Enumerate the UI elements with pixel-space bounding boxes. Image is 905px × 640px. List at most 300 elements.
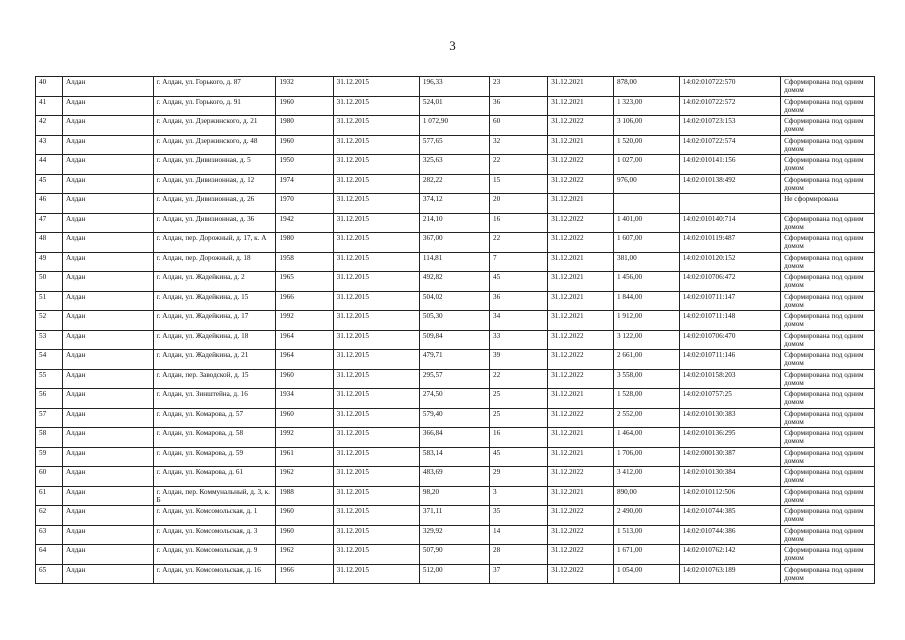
row-number-cell: 42 bbox=[36, 116, 63, 136]
build-year-cell: 1960 bbox=[276, 135, 333, 155]
build-year-cell: 1958 bbox=[276, 252, 333, 272]
area-cell: 579,40 bbox=[419, 408, 489, 428]
deadline-date-cell: 31.12.2021 bbox=[548, 428, 614, 448]
inclusion-date-cell: 31.12.2015 bbox=[333, 135, 419, 155]
settlement-cell: Алдан bbox=[62, 233, 153, 253]
build-year-cell: 1942 bbox=[276, 213, 333, 233]
residents-cell: 45 bbox=[489, 447, 547, 467]
table-row bbox=[36, 525, 875, 545]
deadline-date-cell: 31.12.2022 bbox=[548, 213, 614, 233]
settlement-cell: Алдан bbox=[62, 389, 153, 409]
land-status-cell: Сформирована под одним домом bbox=[781, 272, 875, 292]
cadastral-number-cell: 14:02:010130:384 bbox=[679, 467, 780, 487]
inclusion-date-cell: 31.12.2015 bbox=[333, 525, 419, 545]
build-year-cell: 1974 bbox=[276, 174, 333, 194]
settlement-cell: Алдан bbox=[62, 155, 153, 175]
cadastral-number-cell: 14:02:010757:25 bbox=[679, 389, 780, 409]
address-cell: г. Алдан, ул. Дивизионная, д. 12 bbox=[153, 174, 276, 194]
deadline-date-cell: 31.12.2021 bbox=[548, 252, 614, 272]
table-row bbox=[36, 311, 875, 331]
address-cell: г. Алдан, пер. Дорожный, д. 17, к. А bbox=[153, 233, 276, 253]
deadline-date-cell: 31.12.2022 bbox=[548, 525, 614, 545]
deadline-date-cell: 31.12.2021 bbox=[548, 486, 614, 506]
land-area-cell: 1 401,00 bbox=[613, 213, 679, 233]
settlement-cell: Алдан bbox=[62, 252, 153, 272]
land-area-cell: 2 490,00 bbox=[613, 506, 679, 526]
residents-cell: 23 bbox=[489, 77, 547, 97]
settlement-cell: Алдан bbox=[62, 135, 153, 155]
area-cell: 524,01 bbox=[419, 96, 489, 116]
deadline-date-cell: 31.12.2021 bbox=[548, 311, 614, 331]
deadline-date-cell: 31.12.2021 bbox=[548, 77, 614, 97]
build-year-cell: 1992 bbox=[276, 428, 333, 448]
row-number-cell: 60 bbox=[36, 467, 63, 487]
row-number-cell: 64 bbox=[36, 545, 63, 565]
address-cell: г. Алдан, ул. Жадейкина, д. 17 bbox=[153, 311, 276, 331]
area-cell: 371,11 bbox=[419, 506, 489, 526]
build-year-cell: 1961 bbox=[276, 447, 333, 467]
deadline-date-cell: 31.12.2021 bbox=[548, 389, 614, 409]
land-area-cell: 1 323,00 bbox=[613, 96, 679, 116]
row-number-cell: 51 bbox=[36, 291, 63, 311]
table-row bbox=[36, 174, 875, 194]
address-cell: г. Алдан, ул. Дзержинского, д. 21 bbox=[153, 116, 276, 136]
deadline-date-cell: 31.12.2022 bbox=[548, 116, 614, 136]
table-row bbox=[36, 467, 875, 487]
deadline-date-cell: 31.12.2022 bbox=[548, 174, 614, 194]
address-cell: г. Алдан, ул. Дзержинского, д. 48 bbox=[153, 135, 276, 155]
settlement-cell: Алдан bbox=[62, 467, 153, 487]
cadastral-number-cell: 14:02:010140:714 bbox=[679, 213, 780, 233]
land-status-cell: Сформирована под одним домом bbox=[781, 350, 875, 370]
table-row bbox=[36, 447, 875, 467]
row-number-cell: 54 bbox=[36, 350, 63, 370]
row-number-cell: 40 bbox=[36, 77, 63, 97]
deadline-date-cell: 31.12.2022 bbox=[548, 564, 614, 584]
residents-cell: 22 bbox=[489, 369, 547, 389]
row-number-cell: 49 bbox=[36, 252, 63, 272]
inclusion-date-cell: 31.12.2015 bbox=[333, 408, 419, 428]
area-cell: 512,00 bbox=[419, 564, 489, 584]
inclusion-date-cell: 31.12.2015 bbox=[333, 389, 419, 409]
row-number-cell: 44 bbox=[36, 155, 63, 175]
build-year-cell: 1964 bbox=[276, 330, 333, 350]
table-row bbox=[36, 486, 875, 506]
land-area-cell: 1 912,00 bbox=[613, 311, 679, 331]
row-number-cell: 57 bbox=[36, 408, 63, 428]
land-area-cell: 381,00 bbox=[613, 252, 679, 272]
residents-cell: 29 bbox=[489, 467, 547, 487]
settlement-cell: Алдан bbox=[62, 96, 153, 116]
land-status-cell: Сформирована под одним домом bbox=[781, 116, 875, 136]
area-cell: 325,63 bbox=[419, 155, 489, 175]
settlement-cell: Алдан bbox=[62, 213, 153, 233]
build-year-cell: 1934 bbox=[276, 389, 333, 409]
land-area-cell: 3 106,00 bbox=[613, 116, 679, 136]
cadastral-number-cell: 14:02:010744:386 bbox=[679, 525, 780, 545]
table-row bbox=[36, 545, 875, 565]
land-status-cell: Сформирована под одним домом bbox=[781, 233, 875, 253]
row-number-cell: 61 bbox=[36, 486, 63, 506]
build-year-cell: 1962 bbox=[276, 545, 333, 565]
residents-cell: 39 bbox=[489, 350, 547, 370]
land-area-cell: 1 671,00 bbox=[613, 545, 679, 565]
land-status-cell: Сформирована под одним домом bbox=[781, 506, 875, 526]
cadastral-number-cell bbox=[679, 194, 780, 214]
row-number-cell: 46 bbox=[36, 194, 63, 214]
deadline-date-cell: 31.12.2021 bbox=[548, 447, 614, 467]
residents-cell: 15 bbox=[489, 174, 547, 194]
address-cell: г. Алдан, ул. Комсомольская, д. 9 bbox=[153, 545, 276, 565]
area-cell: 329,92 bbox=[419, 525, 489, 545]
residents-cell: 45 bbox=[489, 272, 547, 292]
area-cell: 295,57 bbox=[419, 369, 489, 389]
inclusion-date-cell: 31.12.2015 bbox=[333, 194, 419, 214]
land-status-cell: Сформирована под одним домом bbox=[781, 564, 875, 584]
address-cell: г. Алдан, ул. Комарова, д. 59 bbox=[153, 447, 276, 467]
settlement-cell: Алдан bbox=[62, 506, 153, 526]
land-area-cell: 1 706,00 bbox=[613, 447, 679, 467]
land-status-cell: Сформирована под одним домом bbox=[781, 486, 875, 506]
residents-cell: 16 bbox=[489, 428, 547, 448]
cadastral-number-cell: 14:02:010130:383 bbox=[679, 408, 780, 428]
row-number-cell: 47 bbox=[36, 213, 63, 233]
land-status-cell: Сформирована под одним домом bbox=[781, 428, 875, 448]
table-row bbox=[36, 506, 875, 526]
land-status-cell: Сформирована под одним домом bbox=[781, 330, 875, 350]
deadline-date-cell: 31.12.2022 bbox=[548, 545, 614, 565]
inclusion-date-cell: 31.12.2015 bbox=[333, 272, 419, 292]
land-status-cell: Сформирована под одним домом bbox=[781, 545, 875, 565]
inclusion-date-cell: 31.12.2015 bbox=[333, 545, 419, 565]
residents-cell: 60 bbox=[489, 116, 547, 136]
address-cell: г. Алдан, ул. Комарова, д. 57 bbox=[153, 408, 276, 428]
land-area-cell: 3 412,00 bbox=[613, 467, 679, 487]
land-area-cell: 878,00 bbox=[613, 77, 679, 97]
land-status-cell: Сформирована под одним домом bbox=[781, 311, 875, 331]
area-cell: 505,30 bbox=[419, 311, 489, 331]
land-area-cell bbox=[613, 194, 679, 214]
row-number-cell: 53 bbox=[36, 330, 63, 350]
cadastral-number-cell: 14:02:010158:203 bbox=[679, 369, 780, 389]
inclusion-date-cell: 31.12.2015 bbox=[333, 447, 419, 467]
table-row bbox=[36, 408, 875, 428]
table-row bbox=[36, 330, 875, 350]
residents-cell: 36 bbox=[489, 291, 547, 311]
settlement-cell: Алдан bbox=[62, 194, 153, 214]
inclusion-date-cell: 31.12.2015 bbox=[333, 77, 419, 97]
cadastral-number-cell: 14:02:010762:142 bbox=[679, 545, 780, 565]
table-row bbox=[36, 389, 875, 409]
land-status-cell: Сформирована под одним домом bbox=[781, 135, 875, 155]
housing-registry-table bbox=[35, 76, 875, 584]
build-year-cell: 1970 bbox=[276, 194, 333, 214]
settlement-cell: Алдан bbox=[62, 272, 153, 292]
deadline-date-cell: 31.12.2022 bbox=[548, 369, 614, 389]
inclusion-date-cell: 31.12.2015 bbox=[333, 291, 419, 311]
area-cell: 492,82 bbox=[419, 272, 489, 292]
build-year-cell: 1966 bbox=[276, 291, 333, 311]
residents-cell: 35 bbox=[489, 506, 547, 526]
land-status-cell: Сформирована под одним домом bbox=[781, 467, 875, 487]
deadline-date-cell: 31.12.2022 bbox=[548, 350, 614, 370]
build-year-cell: 1965 bbox=[276, 272, 333, 292]
settlement-cell: Алдан bbox=[62, 525, 153, 545]
land-status-cell: Сформирована под одним домом bbox=[781, 96, 875, 116]
cadastral-number-cell: 14:02:010744:385 bbox=[679, 506, 780, 526]
cadastral-number-cell: 14:02:010136:295 bbox=[679, 428, 780, 448]
residents-cell: 28 bbox=[489, 545, 547, 565]
cadastral-number-cell: 14:02:010711:146 bbox=[679, 350, 780, 370]
residents-cell: 3 bbox=[489, 486, 547, 506]
cadastral-number-cell: 14:02:000130:387 bbox=[679, 447, 780, 467]
address-cell: г. Алдан, ул. Комсомольская, д. 1 bbox=[153, 506, 276, 526]
deadline-date-cell: 31.12.2022 bbox=[548, 408, 614, 428]
area-cell: 577,65 bbox=[419, 135, 489, 155]
cadastral-number-cell: 14:02:010722:570 bbox=[679, 77, 780, 97]
table-row bbox=[36, 116, 875, 136]
area-cell: 507,90 bbox=[419, 545, 489, 565]
residents-cell: 7 bbox=[489, 252, 547, 272]
settlement-cell: Алдан bbox=[62, 564, 153, 584]
row-number-cell: 48 bbox=[36, 233, 63, 253]
land-status-cell: Сформирована под одним домом bbox=[781, 155, 875, 175]
land-status-cell: Сформирована под одним домом bbox=[781, 408, 875, 428]
residents-cell: 14 bbox=[489, 525, 547, 545]
row-number-cell: 63 bbox=[36, 525, 63, 545]
address-cell: г. Алдан, ул. Жадейкина, д. 15 bbox=[153, 291, 276, 311]
land-status-cell: Сформирована под одним домом bbox=[781, 389, 875, 409]
address-cell: г. Алдан, ул. Дивизионная, д. 26 bbox=[153, 194, 276, 214]
deadline-date-cell: 31.12.2022 bbox=[548, 233, 614, 253]
address-cell: г. Алдан, ул. Горького, д. 87 bbox=[153, 77, 276, 97]
deadline-date-cell: 31.12.2022 bbox=[548, 330, 614, 350]
residents-cell: 36 bbox=[489, 96, 547, 116]
area-cell: 367,00 bbox=[419, 233, 489, 253]
address-cell: г. Алдан, пер. Заводской, д. 15 bbox=[153, 369, 276, 389]
residents-cell: 22 bbox=[489, 233, 547, 253]
cadastral-number-cell: 14:02:010711:148 bbox=[679, 311, 780, 331]
table-row bbox=[36, 428, 875, 448]
area-cell: 509,84 bbox=[419, 330, 489, 350]
residents-cell: 25 bbox=[489, 389, 547, 409]
inclusion-date-cell: 31.12.2015 bbox=[333, 564, 419, 584]
table-row bbox=[36, 369, 875, 389]
settlement-cell: Алдан bbox=[62, 174, 153, 194]
residents-cell: 37 bbox=[489, 564, 547, 584]
inclusion-date-cell: 31.12.2015 bbox=[333, 96, 419, 116]
inclusion-date-cell: 31.12.2015 bbox=[333, 350, 419, 370]
table-row bbox=[36, 233, 875, 253]
row-number-cell: 50 bbox=[36, 272, 63, 292]
area-cell: 98,20 bbox=[419, 486, 489, 506]
settlement-cell: Алдан bbox=[62, 77, 153, 97]
area-cell: 483,69 bbox=[419, 467, 489, 487]
row-number-cell: 45 bbox=[36, 174, 63, 194]
inclusion-date-cell: 31.12.2015 bbox=[333, 467, 419, 487]
build-year-cell: 1992 bbox=[276, 311, 333, 331]
land-status-cell: Сформирована под одним домом bbox=[781, 252, 875, 272]
cadastral-number-cell: 14:02:010763:189 bbox=[679, 564, 780, 584]
page-number: 3 bbox=[449, 38, 456, 53]
area-cell: 479,71 bbox=[419, 350, 489, 370]
land-area-cell: 3 122,00 bbox=[613, 330, 679, 350]
deadline-date-cell: 31.12.2021 bbox=[548, 194, 614, 214]
address-cell: г. Алдан, ул. Комарова, д. 61 bbox=[153, 467, 276, 487]
table-row bbox=[36, 135, 875, 155]
build-year-cell: 1960 bbox=[276, 525, 333, 545]
deadline-date-cell: 31.12.2021 bbox=[548, 272, 614, 292]
deadline-date-cell: 31.12.2021 bbox=[548, 96, 614, 116]
inclusion-date-cell: 31.12.2015 bbox=[333, 155, 419, 175]
inclusion-date-cell: 31.12.2015 bbox=[333, 116, 419, 136]
table-row bbox=[36, 272, 875, 292]
area-cell: 504,02 bbox=[419, 291, 489, 311]
cadastral-number-cell: 14:02:010706:470 bbox=[679, 330, 780, 350]
address-cell: г. Алдан, пер. Дорожный, д. 18 bbox=[153, 252, 276, 272]
build-year-cell: 1966 bbox=[276, 564, 333, 584]
address-cell: г. Алдан, ул. Горького, д. 91 bbox=[153, 96, 276, 116]
deadline-date-cell: 31.12.2021 bbox=[548, 291, 614, 311]
land-status-cell: Сформирована под одним домом bbox=[781, 291, 875, 311]
cadastral-number-cell: 14:02:010120:152 bbox=[679, 252, 780, 272]
inclusion-date-cell: 31.12.2015 bbox=[333, 369, 419, 389]
table-row bbox=[36, 350, 875, 370]
residents-cell: 22 bbox=[489, 155, 547, 175]
inclusion-date-cell: 31.12.2015 bbox=[333, 311, 419, 331]
settlement-cell: Алдан bbox=[62, 428, 153, 448]
area-cell: 583,14 bbox=[419, 447, 489, 467]
cadastral-number-cell: 14:02:010138:492 bbox=[679, 174, 780, 194]
address-cell: г. Алдан, ул. Зинштейна, д. 16 bbox=[153, 389, 276, 409]
table-row bbox=[36, 564, 875, 584]
settlement-cell: Алдан bbox=[62, 447, 153, 467]
inclusion-date-cell: 31.12.2015 bbox=[333, 506, 419, 526]
inclusion-date-cell: 31.12.2015 bbox=[333, 330, 419, 350]
row-number-cell: 41 bbox=[36, 96, 63, 116]
land-area-cell: 976,00 bbox=[613, 174, 679, 194]
land-status-cell: Сформирована под одним домом bbox=[781, 447, 875, 467]
row-number-cell: 43 bbox=[36, 135, 63, 155]
settlement-cell: Алдан bbox=[62, 350, 153, 370]
residents-cell: 16 bbox=[489, 213, 547, 233]
settlement-cell: Алдан bbox=[62, 291, 153, 311]
land-area-cell: 1 456,00 bbox=[613, 272, 679, 292]
build-year-cell: 1960 bbox=[276, 369, 333, 389]
area-cell: 196,33 bbox=[419, 77, 489, 97]
row-number-cell: 59 bbox=[36, 447, 63, 467]
table-row bbox=[36, 77, 875, 97]
build-year-cell: 1960 bbox=[276, 408, 333, 428]
address-cell: г. Алдан, ул. Жадейкина, д. 21 bbox=[153, 350, 276, 370]
cadastral-number-cell: 14:02:010711:147 bbox=[679, 291, 780, 311]
land-area-cell: 2 661,00 bbox=[613, 350, 679, 370]
settlement-cell: Алдан bbox=[62, 330, 153, 350]
deadline-date-cell: 31.12.2022 bbox=[548, 506, 614, 526]
build-year-cell: 1932 bbox=[276, 77, 333, 97]
table-row bbox=[36, 96, 875, 116]
inclusion-date-cell: 31.12.2015 bbox=[333, 486, 419, 506]
row-number-cell: 56 bbox=[36, 389, 63, 409]
land-status-cell: Не сформирована bbox=[781, 194, 875, 214]
land-area-cell: 1 513,00 bbox=[613, 525, 679, 545]
area-cell: 214,10 bbox=[419, 213, 489, 233]
land-status-cell: Сформирована под одним домом bbox=[781, 174, 875, 194]
residents-cell: 34 bbox=[489, 311, 547, 331]
land-area-cell: 2 552,00 bbox=[613, 408, 679, 428]
cadastral-number-cell: 14:02:010723:153 bbox=[679, 116, 780, 136]
area-cell: 114,81 bbox=[419, 252, 489, 272]
build-year-cell: 1988 bbox=[276, 486, 333, 506]
deadline-date-cell: 31.12.2022 bbox=[548, 155, 614, 175]
deadline-date-cell: 31.12.2022 bbox=[548, 467, 614, 487]
area-cell: 274,50 bbox=[419, 389, 489, 409]
address-cell: г. Алдан, ул. Комсомольская, д. 16 bbox=[153, 564, 276, 584]
row-number-cell: 52 bbox=[36, 311, 63, 331]
build-year-cell: 1962 bbox=[276, 467, 333, 487]
land-area-cell: 3 558,00 bbox=[613, 369, 679, 389]
cadastral-number-cell: 14:02:010722:574 bbox=[679, 135, 780, 155]
land-area-cell: 1 464,00 bbox=[613, 428, 679, 448]
land-area-cell: 1 054,00 bbox=[613, 564, 679, 584]
cadastral-number-cell: 14:02:010706:472 bbox=[679, 272, 780, 292]
cadastral-number-cell: 14:02:010722:572 bbox=[679, 96, 780, 116]
land-area-cell: 1 844,00 bbox=[613, 291, 679, 311]
deadline-date-cell: 31.12.2021 bbox=[548, 135, 614, 155]
cadastral-number-cell: 14:02:010119:487 bbox=[679, 233, 780, 253]
cadastral-number-cell: 14:02:010141:156 bbox=[679, 155, 780, 175]
row-number-cell: 65 bbox=[36, 564, 63, 584]
address-cell: г. Алдан, ул. Жадейкина, д. 2 bbox=[153, 272, 276, 292]
area-cell: 1 072,90 bbox=[419, 116, 489, 136]
inclusion-date-cell: 31.12.2015 bbox=[333, 428, 419, 448]
inclusion-date-cell: 31.12.2015 bbox=[333, 233, 419, 253]
inclusion-date-cell: 31.12.2015 bbox=[333, 213, 419, 233]
address-cell: г. Алдан, ул. Жадейкина, д. 18 bbox=[153, 330, 276, 350]
table-row bbox=[36, 213, 875, 233]
settlement-cell: Алдан bbox=[62, 408, 153, 428]
settlement-cell: Алдан bbox=[62, 116, 153, 136]
table-row bbox=[36, 291, 875, 311]
settlement-cell: Алдан bbox=[62, 545, 153, 565]
inclusion-date-cell: 31.12.2015 bbox=[333, 174, 419, 194]
settlement-cell: Алдан bbox=[62, 369, 153, 389]
cadastral-number-cell: 14:02:010112:506 bbox=[679, 486, 780, 506]
build-year-cell: 1980 bbox=[276, 116, 333, 136]
residents-cell: 33 bbox=[489, 330, 547, 350]
build-year-cell: 1964 bbox=[276, 350, 333, 370]
row-number-cell: 58 bbox=[36, 428, 63, 448]
area-cell: 374,12 bbox=[419, 194, 489, 214]
address-cell: г. Алдан, ул. Комарова, д. 58 bbox=[153, 428, 276, 448]
table-row bbox=[36, 194, 875, 214]
land-area-cell: 1 607,00 bbox=[613, 233, 679, 253]
address-cell: г. Алдан, ул. Дивизионная, д. 5 bbox=[153, 155, 276, 175]
row-number-cell: 62 bbox=[36, 506, 63, 526]
row-number-cell: 55 bbox=[36, 369, 63, 389]
build-year-cell: 1960 bbox=[276, 506, 333, 526]
area-cell: 366,84 bbox=[419, 428, 489, 448]
address-cell: г. Алдан, ул. Дивизионная, д. 36 bbox=[153, 213, 276, 233]
build-year-cell: 1950 bbox=[276, 155, 333, 175]
land-status-cell: Сформирована под одним домом bbox=[781, 525, 875, 545]
address-cell: г. Алдан, ул. Комсомольская, д. 3 bbox=[153, 525, 276, 545]
land-area-cell: 890,00 bbox=[613, 486, 679, 506]
land-area-cell: 1 027,00 bbox=[613, 155, 679, 175]
build-year-cell: 1960 bbox=[276, 96, 333, 116]
land-status-cell: Сформирована под одним домом bbox=[781, 369, 875, 389]
table-row bbox=[36, 155, 875, 175]
